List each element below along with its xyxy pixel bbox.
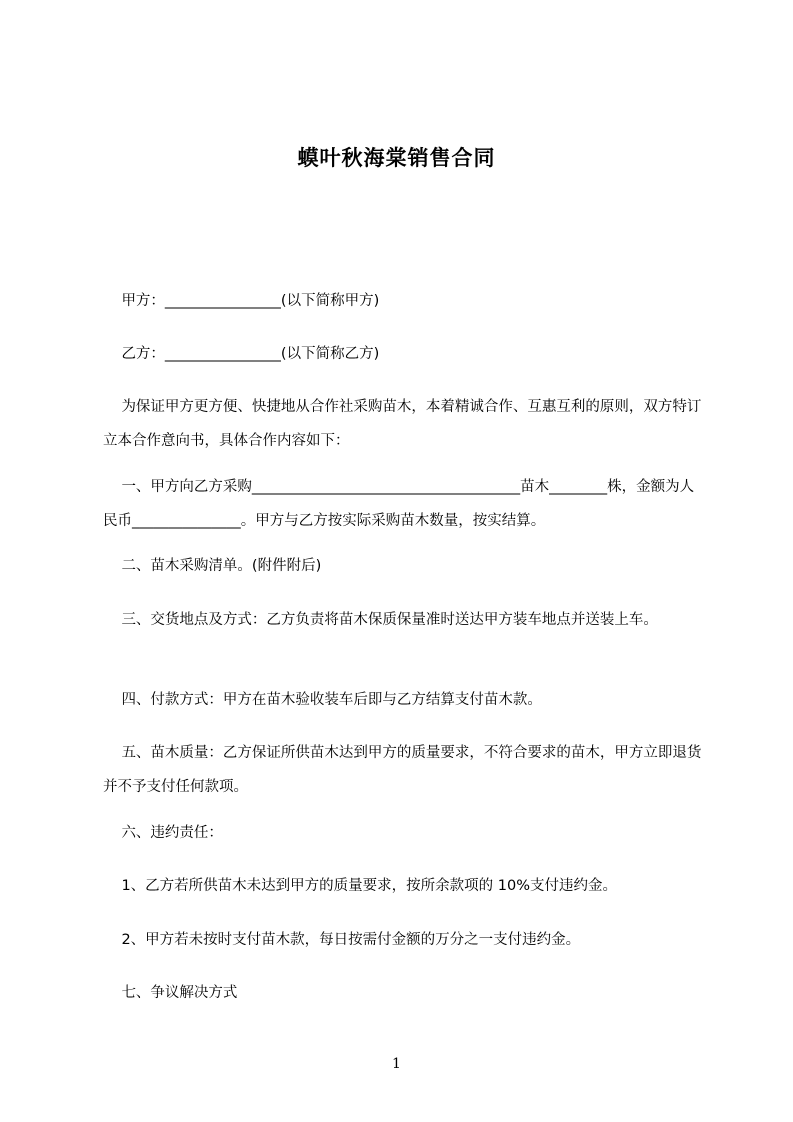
party-b-line: 乙方：________________(以下简称乙方) — [103, 346, 380, 362]
clause-6-item-2: 2、甲方若未按时支付苗木款，每日按需付金额的万分之一支付违约金。 — [103, 932, 581, 948]
clause-1: 一、甲方向乙方采购_____________________________________苗木________株，金额为人民币_______________。甲方与乙方按实际采购苗木数量，按实结算。 — [103, 479, 695, 529]
party-a-line: 甲方：________________(以下简称甲方) — [103, 293, 380, 309]
clause-4: 四、付款方式：甲方在苗木验收装车后即与乙方结算支付苗木款。 — [103, 692, 542, 708]
document-title: 蟆叶秋海棠销售合同 — [297, 146, 496, 170]
clause-5: 五、苗木质量：乙方保证所供苗木达到甲方的质量要求，不符合要求的苗木，甲方立即退货并不予支付任何款项。 — [103, 745, 702, 795]
preamble-paragraph: 为保证甲方更方便、快捷地从合作社采购苗木，本着精诚合作、互惠互利的原则，双方特订立本合作意向书，具体合作内容如下： — [103, 399, 702, 449]
page-number: 1 — [392, 1056, 401, 1072]
clause-6-item-1: 1、乙方若所供苗木未达到甲方的质量要求，按所余款项的 10%支付违约金。 — [103, 878, 617, 894]
clause-6: 六、违约责任： — [103, 825, 223, 841]
clause-3: 三、交货地点及方式：乙方负责将苗木保质保量准时送达甲方装车地点并送装上车。 — [103, 612, 658, 628]
clause-2: 二、苗木采购清单。(附件附后) — [103, 558, 322, 574]
clause-7: 七、争议解决方式 — [103, 985, 238, 1001]
